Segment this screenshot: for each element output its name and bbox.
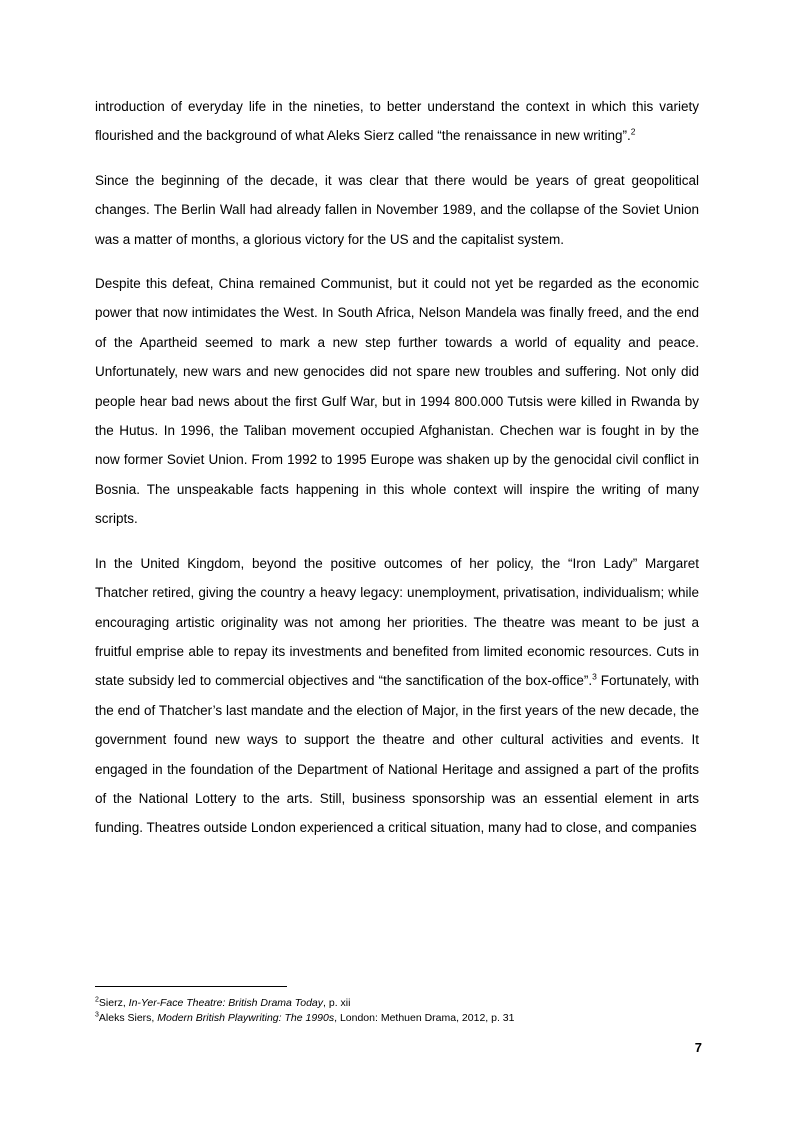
footnote-3-title: Modern British Playwriting: The 1990s <box>157 1012 335 1024</box>
footnote-2 <box>95 996 699 1011</box>
footnote-3 <box>95 1011 699 1026</box>
footnote-separator <box>95 986 287 987</box>
paragraph-4-text: In the United Kingdom, beyond the positive outcomes of her policy, the “Iron Lady” Margaret Thatcher retired, giving the country a heavy legacy: unemployment, privatisation, individualism; while encouraging artistic originality was not among her priorities. The theatre was meant to be just a fruitful emprise able to repay its investments and benefited from limited economic resources. Cuts in state subsidy led to commercial objectives and “the sanctification of the box-office”. <box>95 555 699 689</box>
paragraph-1 <box>95 92 699 151</box>
body-text <box>95 92 699 858</box>
footnote-2-title: In-Yer-Face Theatre: British Drama Today <box>128 997 324 1009</box>
paragraph-4-tail: Fortunately, with the end of Thatcher’s last mandate and the election of Major, in the first years of the new decade, the government found new ways to support the theatre and other cultural activities and events. It engaged in the foundation of the Department of National Heritage and assigned a part of the profits of the National Lottery to the arts. Still, business sponsorship was an essential element in arts funding. Theatres outside London experienced a critical situation, many had to close, and companies <box>95 673 699 836</box>
footnote-3-pre: Aleks Siers, <box>98 1012 158 1024</box>
paragraph-3: Despite this defeat, China remained Communist, but it could not yet be regarded as the economic power that now intimidates the West. In South Africa, Nelson Mandela was finally freed, and the end of the Apartheid seemed to mark a new step further towards a world of equality and peace. Unfortunately, new wars and new genocides did not spare new troubles and suffering. Not only did people hear bad news about the first Gulf War, but in 1994 800.000 Tutsis were killed in Rwanda by the Hutus. In 1996, the Taliban movement occupied Afghanistan. Chechen war is fought in by the now former Soviet Union. From 1992 to 1995 Europe was shaken up by the genocidal civil conflict in Bosnia. The unspeakable facts happening in this whole context will inspire the writing of many scripts. <box>95 276 699 527</box>
footnote-ref-3[interactable]: 3 <box>592 671 597 682</box>
paragraph-2: Since the beginning of the decade, it was clear that there would be years of great geopolitical changes. The Berlin Wall had already fallen in November 1989, and the collapse of the Soviet Union was a matter of months, a glorious victory for the US and the capitalist system. <box>95 172 699 247</box>
footnote-ref-2[interactable]: 2 <box>630 126 636 137</box>
footnote-2-post: , p. xii <box>323 997 351 1009</box>
footnote-3-post: , London: Methuen Drama, 2012, p. 31 <box>334 1012 515 1024</box>
paragraph-4 <box>95 549 699 843</box>
footnote-mark-3: 3 <box>95 1011 99 1019</box>
page-number: 7 <box>694 1040 702 1055</box>
footnote-2-pre: Sierz, <box>98 997 129 1009</box>
paragraph-1-text: introduction of everyday life in the nineties, to better understand the context in which this variety flourished and the background of what Aleks Sierz called “the renaissance in new writing”. <box>95 99 699 144</box>
footnote-mark-2: 2 <box>95 996 99 1004</box>
footnotes <box>95 996 699 1026</box>
